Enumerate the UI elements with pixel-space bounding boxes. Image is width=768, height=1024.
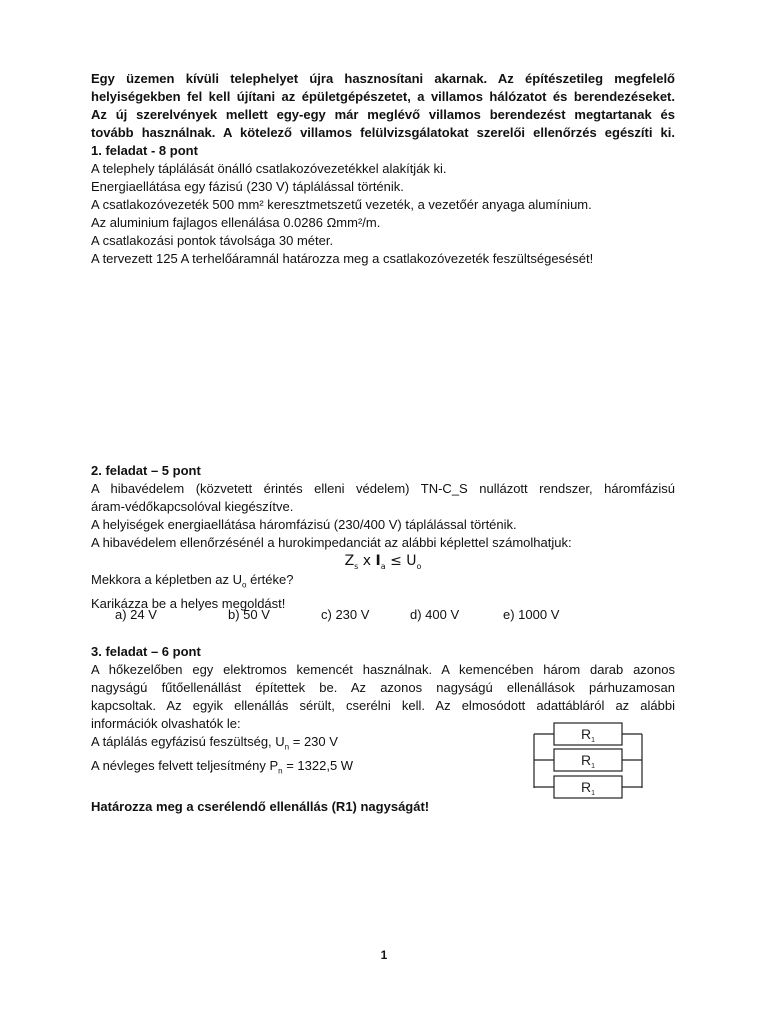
task1-line: A telephely táplálását önálló csatlakozóvezetékkel alakítják ki. xyxy=(91,161,447,176)
choice-a[interactable]: a) 24 V xyxy=(115,607,157,622)
task2-heading: 2. feladat – 5 pont xyxy=(91,463,201,478)
task2-line: A hibavédelem (közvetett érintés elleni védelem) TN-C_S nullázott rendszer, háromfázisú xyxy=(91,481,675,496)
task1-line: A csatlakozóvezeték 500 mm² keresztmetszetű vezeték, a vezetőér anyaga alumínium. xyxy=(91,197,592,212)
task2-line: áram-védőkapcsolóval kiegészítve. xyxy=(91,499,294,514)
instruction-line: Karikázza be a helyes megoldást! xyxy=(91,595,286,611)
task3-task: Határozza meg a cserélendő ellenállás (R1) nagyságát! xyxy=(91,799,430,815)
loop-impedance-formula: $Z_s$ x $I_a \le U_o$ xyxy=(344,553,422,571)
task2-line: A hibavédelem ellenőrzésénél a hurokimpedanciát az alábbi képlettel számolhatjuk: xyxy=(91,535,572,550)
choice-d[interactable]: d) 400 V xyxy=(410,607,460,622)
task3-heading: 3. feladat – 6 pont xyxy=(91,644,201,659)
intro-paragraph xyxy=(91,70,675,142)
power-line: A névleges felvett teljesítmény $P_n = 1322,5$ W xyxy=(91,757,354,776)
task3-line: kapcsoltak. Az egyik ellenállás sérült, cserélni kell. Az elmosódott adattábláról az alábbi xyxy=(91,698,675,713)
answer-choices xyxy=(91,607,675,625)
page-number: 1 xyxy=(380,948,388,962)
choice-c[interactable]: c) 230 V xyxy=(321,607,370,622)
task3-line: nagyságú fűtőellenállást építettek be. Az azonos nagyságú ellenállások párhuzamosan xyxy=(91,680,675,695)
intro-line: tovább használnak. A kötelező villamos felülvizsgálatokat szerelői ellenőrzés egészíti ki. xyxy=(91,125,675,140)
resistor-3-label: $R_1$ xyxy=(581,779,596,797)
task3-line: A hőkezelőben egy elektromos kemencét használnak. A kemencében három darab azonos xyxy=(91,662,675,677)
task3-line: információk olvashatók le: xyxy=(91,716,241,731)
task1-line: A tervezett 125 A terhelőáramnál határozza meg a csatlakozóvezeték feszültségesését! xyxy=(91,251,594,266)
supply-voltage-line: A táplálás egyfázisú feszültség, $U_n = 230$ V xyxy=(91,734,338,752)
intro-line: Az új szerelvények mellett egy-egy már meglévő villamos berendezést megtartanak és xyxy=(91,107,675,122)
task2-section xyxy=(91,462,675,552)
task1-line: A csatlakozási pontok távolsága 30 méter. xyxy=(91,233,334,248)
resistor-1-label: $R_1$ xyxy=(581,726,596,744)
task1-line: Az aluminium fajlagos ellenálása 0.0286 Ωmm²/m. xyxy=(91,215,381,230)
choice-b[interactable]: b) 50 V xyxy=(228,607,270,622)
task1-heading: 1. feladat - 8 pont xyxy=(91,143,198,158)
parallel-resistor-diagram xyxy=(528,718,648,804)
task2-line: A helyiségek energiaellátása háromfázisú (230/400 V) táplálással történik. xyxy=(91,517,517,532)
choice-e[interactable]: e) 1000 V xyxy=(503,607,560,622)
resistor-2-label: $R_1$ xyxy=(581,752,596,770)
question-line: Mekkora a képletben az $U_o$ értéke? xyxy=(91,572,294,590)
intro-line: helyiségekben fel kell újítani az épületgépészetet, a villamos hálózatot és berendezéseket. xyxy=(91,89,675,104)
task1-line: Energiaellátása egy fázisú (230 V) táplálással történik. xyxy=(91,179,404,194)
intro-line: Egy üzemen kívüli telephelyet újra hasznosítani akarnak. Az építészetileg megfelelő xyxy=(91,71,675,86)
task1-section xyxy=(91,142,675,268)
